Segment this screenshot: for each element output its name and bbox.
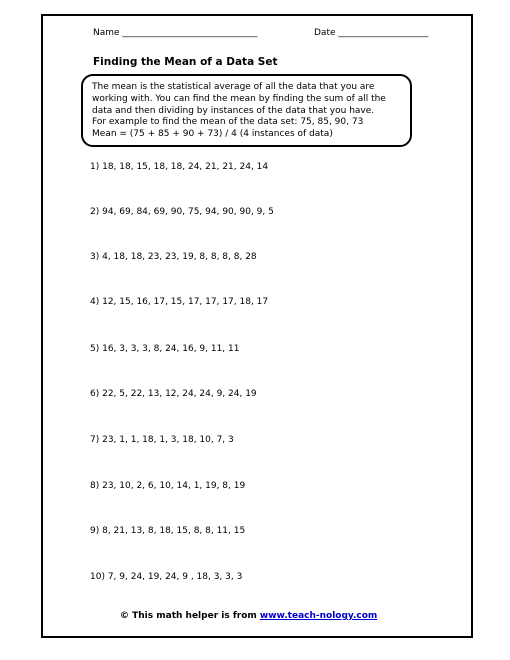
footer-credit	[120, 611, 377, 621]
footer-copyright-text: © This math helper is from	[120, 611, 260, 621]
problem-8: 8) 23, 10, 2, 6, 10, 14, 1, 19, 8, 19	[90, 481, 246, 491]
problem-2: 2) 94, 69, 84, 69, 90, 75, 94, 90, 90, 9, 5	[90, 207, 274, 217]
explanation-line: working with. You can find the mean by finding the sum of all the	[92, 93, 386, 104]
problem-4: 4) 12, 15, 16, 17, 15, 17, 17, 17, 18, 17	[90, 297, 269, 307]
problem-9: 9) 8, 21, 13, 8, 18, 15, 8, 8, 11, 15	[90, 526, 246, 536]
name-field-line: Name ______________________________	[93, 28, 258, 38]
problem-10: 10) 7, 9, 24, 19, 24, 9 , 18, 3, 3, 3	[90, 572, 243, 582]
explanation-box	[81, 74, 412, 147]
explanation-line: The mean is the statistical average of all the data that you are	[92, 82, 375, 92]
date-field-line: Date ____________________	[314, 28, 429, 38]
problem-1: 1) 18, 18, 15, 18, 18, 24, 21, 21, 24, 14	[90, 162, 269, 172]
problem-6: 6) 22, 5, 22, 13, 12, 24, 24, 9, 24, 19	[90, 389, 257, 399]
explanation-line: For example to find the mean of the data set: 75, 85, 90, 73	[92, 117, 364, 128]
teach-nology-link[interactable]: www.teach-nology.com	[259, 611, 378, 621]
explanation-line: Mean = (75 + 85 + 90 + 73) / 4 (4 instances of data)	[92, 129, 333, 140]
problem-5: 5) 16, 3, 3, 3, 8, 24, 16, 9, 11, 11	[90, 344, 240, 354]
explanation-line: data and then dividing by instances of the data that you have.	[92, 105, 375, 116]
problem-7: 7) 23, 1, 1, 18, 1, 3, 18, 10, 7, 3	[90, 435, 234, 445]
worksheet-title: Finding the Mean of a Data Set	[93, 56, 278, 68]
problem-3: 3) 4, 18, 18, 23, 23, 19, 8, 8, 8, 8, 28	[90, 252, 257, 262]
